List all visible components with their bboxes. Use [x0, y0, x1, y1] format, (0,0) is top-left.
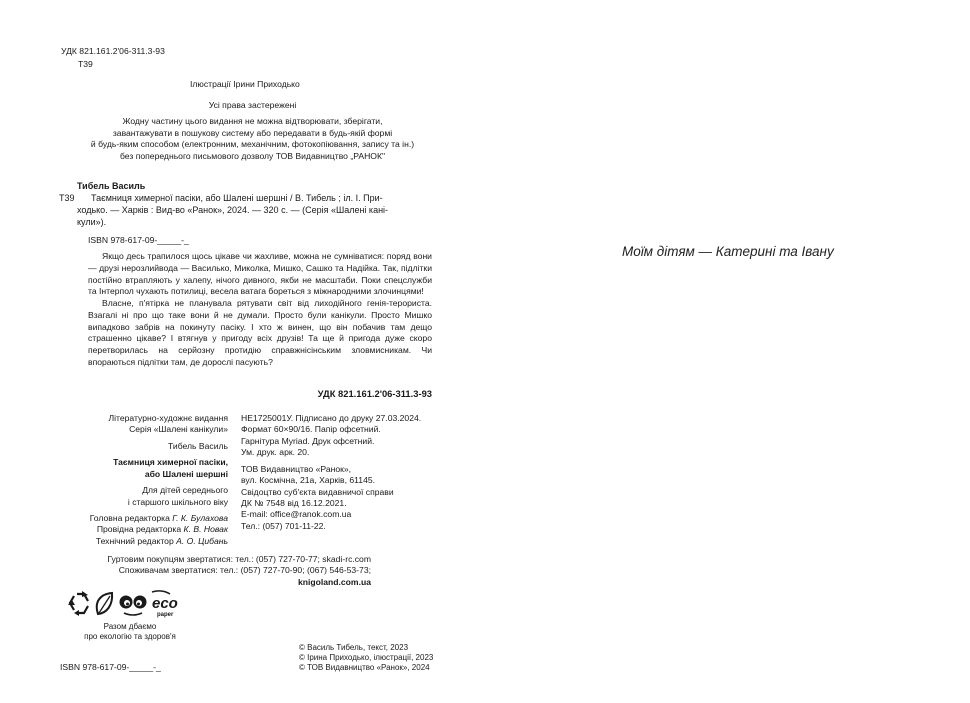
- leaf-icon: [97, 593, 112, 614]
- print-info: Гарнітура Myriad. Друк офсетний.: [241, 435, 375, 446]
- copyright-block: [299, 643, 433, 673]
- consumer-contact: Споживачам звертатися: тел.: (057) 727-70-90; (067) 546-53-73;: [118, 565, 371, 576]
- publisher-info: Свідоцтво суб'єкта видавничої справи: [241, 486, 394, 497]
- annotation: [88, 251, 432, 369]
- staff-role: Технічний редактор: [95, 535, 174, 546]
- staff-row: [60, 513, 228, 524]
- catalog-line: Таємниця химерної пасіки, або Шалені шершні / В. Тибель ; іл. І. При-: [91, 192, 383, 203]
- catalog-isbn: ISBN 978-617-09-_____-_: [88, 235, 189, 245]
- catalog-line: ходько. — Харків : Вид-во «Ранок», 2024. — 320 с. — (Серія «Шалені кані-: [77, 204, 389, 215]
- udk-code-bottom: УДК 821.161.2'06-311.3-93: [317, 388, 432, 399]
- catalog-line: кули»).: [77, 216, 107, 227]
- rights-line: без попереднього письмового дозволу ТОВ Видавництво „РАНОК": [119, 150, 386, 161]
- audience-label: і старшого шкільного віку: [127, 496, 228, 507]
- copyright-line: © ТОВ Видавництво «Ранок», 2024: [299, 663, 430, 672]
- recycle-icon: [68, 591, 88, 616]
- eco-caption-line: про екологію та здоров'я: [84, 631, 176, 641]
- isbn-bottom: ISBN 978-617-09-_____-_: [60, 662, 161, 672]
- author-sign-top: Т39: [78, 59, 93, 69]
- staff-row: [60, 524, 228, 535]
- book-title: Таємниця химерної пасіки,: [113, 457, 228, 468]
- publisher-email: E-mail: office@ranok.com.ua: [241, 509, 352, 520]
- rights-notice: [60, 100, 445, 162]
- eco-word: eco: [152, 595, 178, 612]
- wholesale-contact: Гуртовим покупцям звертатися: тел.: (057) 727-70-77; skadi-rc.com: [107, 554, 371, 564]
- publisher-phone: Тел.: (057) 701-11-22.: [241, 520, 326, 531]
- catalog-index: Т39: [59, 193, 75, 203]
- eco-paper-badge: [152, 591, 178, 618]
- annotation-paragraph: Власне, п'ятірка не планувала рятувати світ від лиходійного генія-терориста. Взагалі ні про що таке вони й не думали. Просто були канікули. Просто Мишко випадково забрів на покинуту пасіку. І хто ж винен, що він побачив там дещо страшенно цікаве? І втягнув у пригоду всіх друзів! Та ще й пригода дуже скоро перетворилась на серйозну протидію справжнісінським зловмисникам. Чи впораються підлітки там, де дорослі пасують?: [88, 298, 432, 367]
- book-title: або Шалені шершні: [144, 468, 228, 479]
- rights-line: завантажувати в пошукову систему або передавати в будь-якій формі: [112, 127, 393, 138]
- rights-line: й будь-яким способом (електронним, механічним, фотокопіювання, запису та ін.): [90, 139, 415, 150]
- rights-title: Усі права застережені: [208, 100, 297, 110]
- eco-caption: [70, 622, 190, 641]
- colophon-author: Тибель Василь: [168, 440, 228, 451]
- publisher-info: ДК № 7548 від 16.12.2021.: [241, 497, 347, 508]
- eco-sub: paper: [157, 612, 174, 618]
- staff-role: Провідна редакторка: [96, 524, 182, 535]
- series-label: Серія «Шалені канікули»: [129, 424, 228, 435]
- publisher-info: ТОВ Видавництво «Ранок»,: [241, 463, 352, 474]
- eco-logos: [66, 588, 186, 620]
- staff-role: Головна редакторка: [89, 512, 170, 523]
- colophon-left: [60, 413, 228, 547]
- print-info: Формат 60×90/16. Папір офсетний.: [241, 424, 381, 435]
- rights-line: Жодну частину цього видання не можна відтворювати, зберігати,: [122, 116, 383, 127]
- print-info: Ум. друк. арк. 20.: [241, 447, 310, 458]
- staff-row: [60, 536, 228, 547]
- publisher-info: вул. Космічна, 21а, Харків, 61145.: [241, 475, 376, 486]
- catalog-author: Тибель Василь: [77, 181, 146, 191]
- colophon-right: [241, 413, 441, 532]
- eco-logo-group: [66, 588, 186, 620]
- illustrator-credit: Ілюстрації Ірини Приходько: [190, 79, 300, 89]
- copyright-line: © Василь Тибель, текст, 2023: [299, 643, 409, 652]
- audience-label: Для дітей середнього: [142, 485, 228, 496]
- copyright-line: © Ірина Приходько, ілюстрації, 2023: [299, 653, 434, 662]
- print-info: НЕ1725001У. Підписано до друку 27.03.2024.: [241, 413, 422, 423]
- staff-name: К. В. Новак: [183, 524, 228, 535]
- annotation-paragraph: Якщо десь трапилося щось цікаве чи жахливе, можна не сумніватися: поряд вони — друзі нерозлийвода — Василько, Миколка, Мишко, Сашко та Надійка. Так, підлітки постійно втрапляють у халепу, нічого дивного, якби не масштаби. Поки спецслужби та Інтерпол чухають потилиці, весела ватага бореться з міжнародними злочинцями!: [88, 251, 432, 297]
- udk-code-top: УДК 821.161.2'06-311.3-93: [61, 46, 165, 56]
- staff-name: Г. К. Булахова: [172, 512, 228, 523]
- dedication: Моїм дітям — Катерині та Івану: [622, 244, 834, 259]
- catalog-record: [77, 181, 433, 229]
- eyes-icon: [120, 596, 147, 616]
- genre-label: Літературно-художнє видання: [108, 413, 228, 423]
- contacts: [60, 554, 371, 588]
- staff-name: А. О. Цибань: [176, 535, 228, 546]
- website-link: knigoland.com.ua: [297, 576, 371, 587]
- eco-caption-line: Разом дбаємо: [103, 622, 157, 631]
